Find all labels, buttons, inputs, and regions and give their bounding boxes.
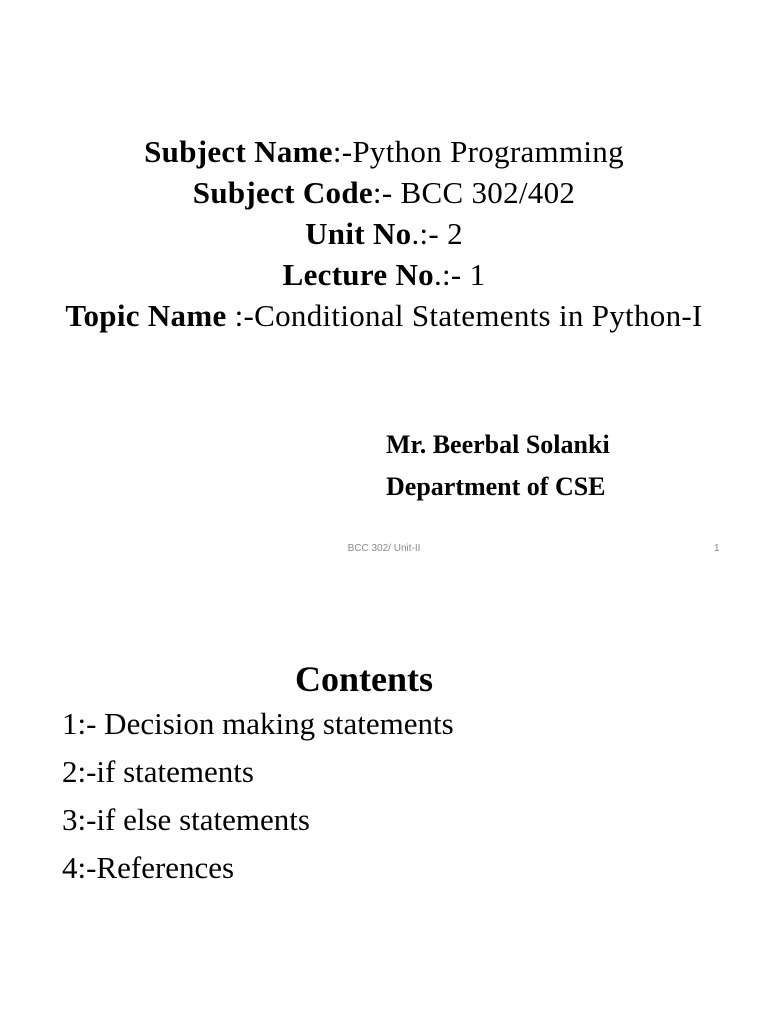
unit-no-label: Unit No: [305, 216, 412, 251]
unit-no-value: .:- 2: [411, 216, 463, 251]
contents-list: [62, 700, 454, 892]
contents-item: 4:-References: [62, 850, 235, 885]
lecture-no-line: [0, 254, 768, 295]
contents-item: 2:-if statements: [62, 754, 254, 789]
author-name: Mr. Beerbal Solanki: [386, 430, 610, 459]
title-block: [0, 131, 768, 336]
author-block: [386, 424, 610, 508]
author-department: Department of CSE: [386, 472, 606, 501]
page-number: 1: [714, 543, 720, 554]
lecture-no-value: .:- 1: [433, 257, 486, 292]
contents-item: 3:-if else statements: [62, 802, 310, 837]
topic-name-line: [0, 295, 768, 336]
topic-name-label: Topic Name: [65, 298, 235, 333]
subject-name-line: [0, 131, 768, 172]
slide-footer: BCC 302/ Unit-II: [347, 543, 421, 554]
subject-code-value: :- BCC 302/402: [372, 175, 576, 210]
lecture-no-label: Lecture No: [282, 257, 434, 292]
subject-code-label: Subject Code: [192, 175, 373, 210]
subject-name-value: :-Python Programming: [332, 134, 624, 169]
subject-name-label: Subject Name: [144, 134, 333, 169]
contents-heading: Contents: [294, 659, 433, 699]
contents-item: 1:- Decision making statements: [62, 706, 454, 741]
subject-code-line: [0, 172, 768, 213]
contents-slide: [0, 570, 768, 1024]
unit-no-line: [0, 213, 768, 254]
topic-name-value: :-Conditional Statements in Python-I: [234, 298, 703, 333]
